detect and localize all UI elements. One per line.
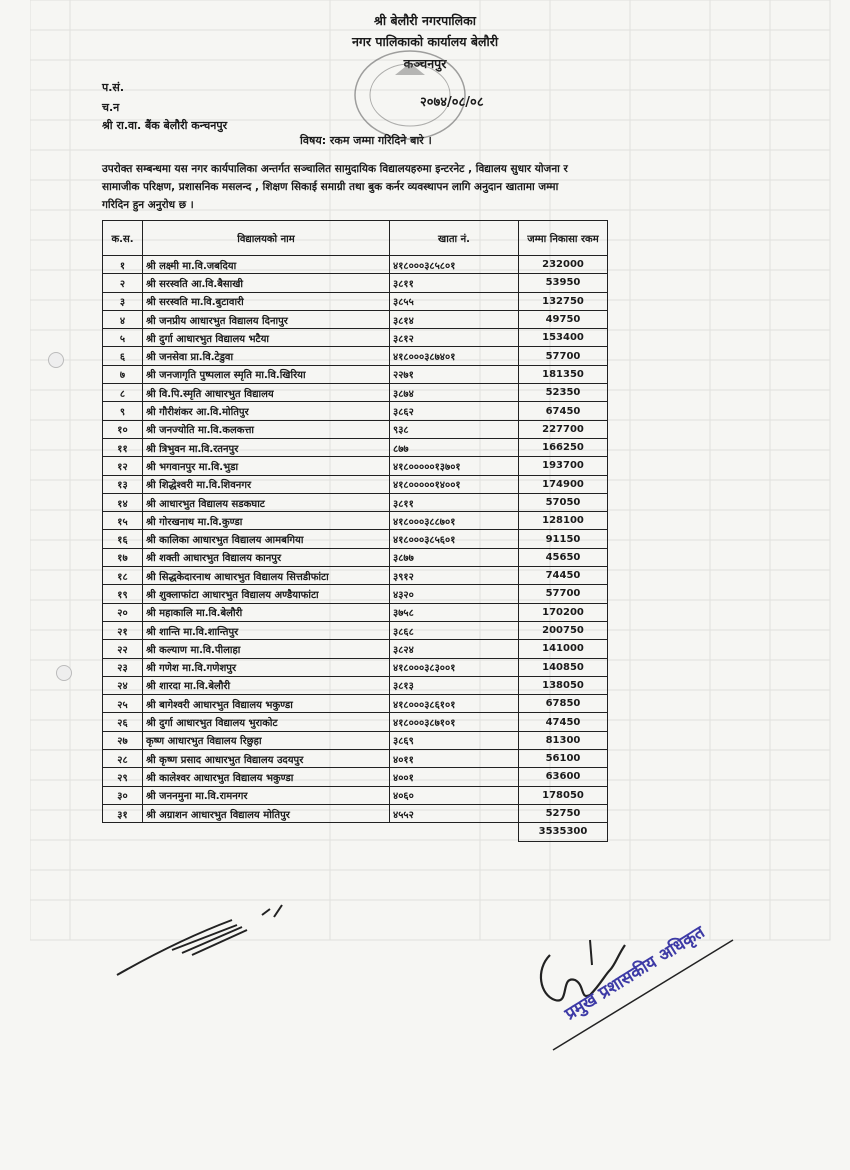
table-row	[103, 750, 608, 768]
table-row	[103, 475, 608, 493]
row-account-number: ४१८०००३८७४०१	[390, 347, 519, 365]
row-school-name: श्री बागेश्वरी आधारभुत विद्यालय भकुण्डा	[143, 695, 390, 713]
row-school-name: कृष्ण आधारभुत विद्यालय रिछुहा	[143, 731, 390, 749]
total-blank-sn	[103, 823, 143, 841]
header-school-name: विद्यालयको नाम	[143, 221, 390, 256]
table-row	[103, 420, 608, 438]
row-serial-number: २३	[103, 658, 143, 676]
table-row	[103, 621, 608, 639]
row-amount: 178050	[519, 786, 608, 804]
recipient-bank: श्री रा.वा. बैंक बेलौरी कन्चनपुर	[102, 119, 228, 132]
row-serial-number: ९	[103, 402, 143, 420]
row-amount: 81300	[519, 731, 608, 749]
row-serial-number: १७	[103, 548, 143, 566]
row-serial-number: २८	[103, 750, 143, 768]
row-amount: 141000	[519, 640, 608, 658]
row-serial-number: २१	[103, 621, 143, 639]
row-serial-number: १४	[103, 493, 143, 511]
row-serial-number: ३	[103, 292, 143, 310]
row-amount: 227700	[519, 420, 608, 438]
row-account-number: ३८१४	[390, 310, 519, 328]
dispatch-number-label: च.न	[102, 101, 120, 114]
row-account-number: ४३२०	[390, 585, 519, 603]
row-amount: 56100	[519, 750, 608, 768]
row-amount: 74450	[519, 567, 608, 585]
table-row	[103, 603, 608, 621]
row-serial-number: ३०	[103, 786, 143, 804]
row-school-name: श्री शारदा मा.वि.बेलौरी	[143, 676, 390, 694]
row-amount: 174900	[519, 475, 608, 493]
table-header-row	[103, 221, 608, 256]
letter-subject: विषय: रकम जम्मा गरिदिने बारे ।	[300, 134, 432, 147]
row-school-name: श्री महाकालि मा.वि.बेलौरी	[143, 603, 390, 621]
row-school-name: श्री कृष्ण प्रसाद आधारभुत विद्यालय उदयपुर	[143, 750, 390, 768]
row-amount: 52750	[519, 804, 608, 822]
header-amount: जम्मा निकासा रकम	[519, 221, 608, 256]
row-amount: 67450	[519, 402, 608, 420]
row-school-name: श्री दुर्गा आधारभुत विद्यालय भुराकोट	[143, 713, 390, 731]
row-account-number: ४५५२	[390, 804, 519, 822]
row-amount: 67850	[519, 695, 608, 713]
row-amount: 52350	[519, 384, 608, 402]
table-row	[103, 512, 608, 530]
header-sn: क.स.	[103, 221, 143, 256]
table-row	[103, 292, 608, 310]
row-serial-number: २०	[103, 603, 143, 621]
row-school-name: श्री शक्ती आधारभुत विद्यालय कानपुर	[143, 548, 390, 566]
total-blank-name	[143, 823, 390, 841]
row-school-name: श्री गणेश मा.वि.गणेशपुर	[143, 658, 390, 676]
table-row	[103, 310, 608, 328]
row-school-name: श्री कालिका आधारभुत विद्यालय आमबगिया	[143, 530, 390, 548]
row-account-number: ३८११	[390, 493, 519, 511]
row-amount: 200750	[519, 621, 608, 639]
table-row	[103, 274, 608, 292]
row-account-number: ३८१३	[390, 676, 519, 694]
row-school-name: श्री शिद्धेश्वरी मा.वि.शिवनगर	[143, 475, 390, 493]
row-school-name: श्री जननमुना मा.वि.रामनगर	[143, 786, 390, 804]
table-row	[103, 329, 608, 347]
row-serial-number: १९	[103, 585, 143, 603]
row-amount: 170200	[519, 603, 608, 621]
row-serial-number: १५	[103, 512, 143, 530]
punch-hole-bottom	[56, 665, 72, 681]
row-amount: 91150	[519, 530, 608, 548]
row-account-number: ४१८०००३८८७०१	[390, 512, 519, 530]
row-account-number: ४००१	[390, 768, 519, 786]
row-account-number: २२७१	[390, 365, 519, 383]
row-serial-number: ३१	[103, 804, 143, 822]
row-school-name: श्री जनजागृति पुष्पलाल स्मृति मा.वि.खिरिया	[143, 365, 390, 383]
row-account-number: ३८६८	[390, 621, 519, 639]
row-school-name: श्री जनज्योति मा.वि.कलकत्ता	[143, 420, 390, 438]
punch-hole-top	[48, 352, 64, 368]
authorized-officer-stamp: प्रमुख प्रशासकीय अधिकृत	[561, 922, 709, 1025]
row-serial-number: ४	[103, 310, 143, 328]
table-row	[103, 786, 608, 804]
row-serial-number: २७	[103, 731, 143, 749]
row-amount: 53950	[519, 274, 608, 292]
row-serial-number: १	[103, 256, 143, 274]
row-amount: 47450	[519, 713, 608, 731]
header-account-no: खाता नं.	[390, 221, 519, 256]
table-row	[103, 438, 608, 456]
row-serial-number: ८	[103, 384, 143, 402]
row-serial-number: १३	[103, 475, 143, 493]
table-row	[103, 567, 608, 585]
row-school-name: श्री गौरीशंकर आ.वि.मोतिपुर	[143, 402, 390, 420]
row-account-number: ३८२४	[390, 640, 519, 658]
row-serial-number: ७	[103, 365, 143, 383]
row-serial-number: १८	[103, 567, 143, 585]
row-serial-number: २२	[103, 640, 143, 658]
row-serial-number: २	[103, 274, 143, 292]
table-row	[103, 804, 608, 822]
row-account-number: ४१८०००३८७१०१	[390, 713, 519, 731]
row-account-number: ४०११	[390, 750, 519, 768]
row-school-name: श्री वि.पि.स्मृति आधारभुत विद्यालय	[143, 384, 390, 402]
row-amount: 57700	[519, 585, 608, 603]
row-school-name: श्री सिद्धकेदारनाथ आधारभुत विद्यालय सित्तडीफांटा	[143, 567, 390, 585]
row-amount: 166250	[519, 438, 608, 456]
row-account-number: ३८७७	[390, 548, 519, 566]
total-blank-account	[390, 823, 519, 841]
row-serial-number: ५	[103, 329, 143, 347]
row-school-name: श्री कल्याण मा.वि.पीलाहा	[143, 640, 390, 658]
table-row	[103, 548, 608, 566]
row-account-number: ८७७	[390, 438, 519, 456]
row-account-number: ३९१२	[390, 567, 519, 585]
row-account-number: ४१८०००३८५६०१	[390, 530, 519, 548]
table-row	[103, 530, 608, 548]
table-row	[103, 256, 608, 274]
reference-number-label: प.सं.	[102, 81, 125, 94]
row-school-name: श्री शुक्लाफांटा आधारभुत विद्यालय अण्डैयाफांटा	[143, 585, 390, 603]
row-amount: 153400	[519, 329, 608, 347]
row-account-number: ३८७४	[390, 384, 519, 402]
row-account-number: ४१८०००००१३७०१	[390, 457, 519, 475]
row-school-name: श्री त्रिभुवन मा.वि.रतनपुर	[143, 438, 390, 456]
table-row	[103, 676, 608, 694]
row-amount: 128100	[519, 512, 608, 530]
letter-body: उपरोक्त सम्बन्धमा यस नगर कार्यपालिका अन्तर्गत सञ्चालित सामुदायिक विद्यालयहरुमा इन्टरनेट , विद्यालय सुधार योजना र सामाजीक परिक्षण, प्रशासनिक मसलन्द , शिक्षण सिकाई समाग्री तथा बुक कर्नर व्यवस्थापन लागि अनुदान खाताम‍ा जम्मा गरिदिन हुन अनुरोध छ ।	[102, 163, 568, 211]
table-row	[103, 731, 608, 749]
table-row	[103, 384, 608, 402]
row-account-number: ४१८०००००१४००१	[390, 475, 519, 493]
table-row	[103, 493, 608, 511]
row-account-number: ४१८०००३८६१०१	[390, 695, 519, 713]
signature-left	[112, 895, 292, 985]
row-serial-number: २४	[103, 676, 143, 694]
total-amount: 3535300	[519, 823, 608, 841]
row-serial-number: १०	[103, 420, 143, 438]
row-school-name: श्री जनसेवा प्रा.वि.टेडुवा	[143, 347, 390, 365]
row-school-name: श्री गोरखनाथ मा.वि.कुण्डा	[143, 512, 390, 530]
row-account-number: ३८५५	[390, 292, 519, 310]
row-account-number: ३७५८	[390, 603, 519, 621]
table-body	[103, 256, 608, 823]
row-school-name: श्री कालेश्वर आधारभुत विद्यालय भकुण्डा	[143, 768, 390, 786]
row-account-number: ४१८०००३८५८०१	[390, 256, 519, 274]
row-school-name: श्री सरस्वति आ.वि.बैसाखी	[143, 274, 390, 292]
table-row	[103, 402, 608, 420]
row-account-number: ३८६९	[390, 731, 519, 749]
row-account-number: ९३८	[390, 420, 519, 438]
row-amount: 63600	[519, 768, 608, 786]
row-account-number: ३८६२	[390, 402, 519, 420]
table-row	[103, 640, 608, 658]
table-row	[103, 713, 608, 731]
row-amount: 57050	[519, 493, 608, 511]
row-account-number: ३८१२	[390, 329, 519, 347]
table-row	[103, 347, 608, 365]
school-grant-table	[102, 220, 608, 842]
row-amount: 232000	[519, 256, 608, 274]
row-serial-number: २५	[103, 695, 143, 713]
row-school-name: श्री लक्ष्मी मा.वि.जबदिया	[143, 256, 390, 274]
table-row	[103, 457, 608, 475]
district-name: कञ्चनपुर	[403, 56, 447, 71]
row-serial-number: ६	[103, 347, 143, 365]
row-serial-number: ११	[103, 438, 143, 456]
row-serial-number: २९	[103, 768, 143, 786]
municipality-name: श्री बेलौरी नगरपालिका	[374, 13, 476, 28]
table-row	[103, 695, 608, 713]
row-serial-number: १२	[103, 457, 143, 475]
table-row	[103, 768, 608, 786]
table-row	[103, 365, 608, 383]
row-school-name: श्री सरस्वति मा.वि.बुटावारी	[143, 292, 390, 310]
row-school-name: श्री भगवानपुर मा.वि.भुडा	[143, 457, 390, 475]
row-amount: 193700	[519, 457, 608, 475]
office-name: नगर पालिकाको कार्यालय बेलौरी	[351, 34, 499, 49]
row-school-name: श्री दुर्गा आधारभुत विद्यालय भटैया	[143, 329, 390, 347]
table-row	[103, 658, 608, 676]
row-account-number: ३८११	[390, 274, 519, 292]
total-row	[103, 823, 608, 841]
row-school-name: श्री आधारभुत विद्यालय सडकघाट	[143, 493, 390, 511]
letter-date: २०७४/०८/०८	[420, 95, 484, 110]
row-amount: 49750	[519, 310, 608, 328]
row-amount: 57700	[519, 347, 608, 365]
row-amount: 45650	[519, 548, 608, 566]
row-school-name: श्री शान्ति मा.वि.शान्तिपुर	[143, 621, 390, 639]
row-account-number: ४०६०	[390, 786, 519, 804]
row-account-number: ४१८०००३८३००१	[390, 658, 519, 676]
row-amount: 132750	[519, 292, 608, 310]
row-amount: 138050	[519, 676, 608, 694]
row-school-name: श्री जनप्रीय आधारभुत विद्यालय दिनापुर	[143, 310, 390, 328]
row-serial-number: २६	[103, 713, 143, 731]
row-amount: 181350	[519, 365, 608, 383]
row-amount: 140850	[519, 658, 608, 676]
table-row	[103, 585, 608, 603]
row-school-name: श्री अग्राशन आधारभुत विद्यालय मोतिपुर	[143, 804, 390, 822]
row-serial-number: १६	[103, 530, 143, 548]
